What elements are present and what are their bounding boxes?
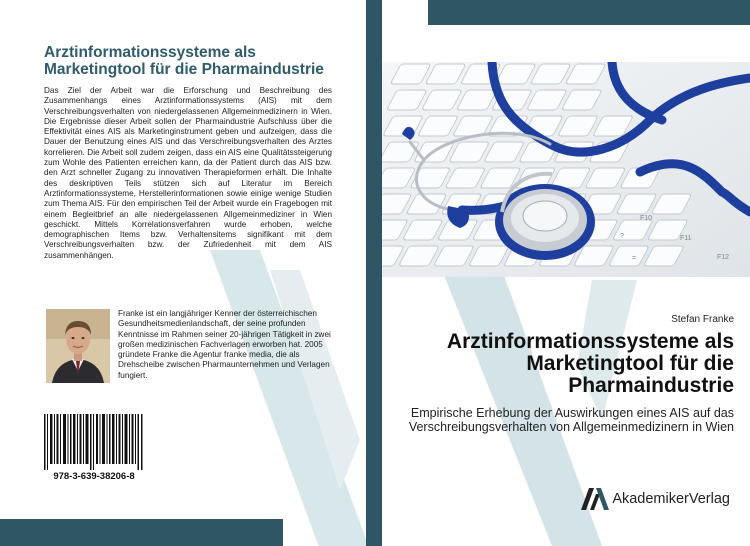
front-subtitle: Empirische Erhebung der Auswirkungen eines AIS auf das Verschreibungsverhalten von Allgemeinmedizinern in Wien: [408, 406, 734, 434]
back-bottom-bar: [0, 519, 283, 546]
key-label: F10: [640, 215, 653, 222]
author-photo: [46, 309, 110, 383]
publisher-name: [612, 491, 730, 507]
publisher-prefix: Akademiker: [612, 491, 689, 507]
front-author: Stefan Franke: [671, 314, 734, 325]
key-label: F11: [680, 235, 692, 242]
barcode-icon: [44, 414, 144, 470]
publisher-suffix: Verlag: [688, 491, 730, 507]
cover-photo: [382, 62, 750, 277]
back-title: Arztinformationssysteme als Marketingtool für die Pharmaindustrie: [44, 44, 324, 78]
key-label: ?: [620, 233, 624, 240]
av-logo-icon: [581, 488, 609, 510]
front-top-bar: [428, 0, 750, 25]
key-label: =: [632, 255, 637, 262]
back-cover: [0, 0, 366, 546]
publisher-logo: [581, 488, 730, 510]
watermark-v-back: [150, 250, 366, 546]
spine: [366, 0, 382, 546]
key-label: F12: [717, 254, 730, 261]
isbn-number: 978-3-639-38206-8: [53, 471, 135, 482]
front-cover: [382, 0, 750, 546]
front-title: Arztinformationssysteme als Marketingtool für die Pharmaindustrie: [446, 330, 734, 397]
author-bio: Franke ist ein langjähriger Kenner der österreichischen Gesundheitsmedienlandschaft, der seine profunden Kenntnisse im Rahmen seiner 20-jährigen Tätigkeit in zwei großen medizinischen Fachverlagen erworben hat. 2005 gründete Franke die Agentur franke media, die als Drehscheibe zwischen Pharmaunternehmen und Verlagen fungiert.: [118, 309, 331, 380]
barcode-block: [38, 410, 150, 484]
back-blurb: Das Ziel der Arbeit war die Erforschung und Beschreibung des Zusammenhangs eines Arztinformationssystems (AIS) mit dem Verschreibungsverhalten von niedergelassenen Allgemeinmedizinern in Wien. Die Ergebnisse dieser Arbeit sollen der Pharmaindustrie Aufschluss über die Effektivität eines AIS als Marketinginstrument geben und aufzeigen, dass die Dauer der Benutzung eines AIS und das Verschreibungsverhalten des Arztes korrelieren. Die Arbeit soll zudem zeigen, dass ein AIS eine Qualitätssteigerung zum Wohle des Patienten erreichen kann, da der Patient durch das AIS bzw. den Arzt schneller Zugang zu innovativen Therapieformen erhält. Die Inhalte des deskriptiven Teils stützen sich auf Literatur im Bereich Arztinformationssysteme, Herstellerinformationen sowie einige wenige Studien zum Thema AIS. Für den empirischen Teil der Arbeit wurde ein Fragebogen mit einem Begleitbrief an alle niedergelassenen Allgemeinmediziner in Wien geschickt. Mittels Korrelationsverfahren wurde erhoben, welche demographischen Items bzw. Verhaltensitems signifikant mit dem Verschreibungsverhalten bzw. der Zufriedenheit mit dem AIS zusammenhängen.: [44, 86, 332, 260]
